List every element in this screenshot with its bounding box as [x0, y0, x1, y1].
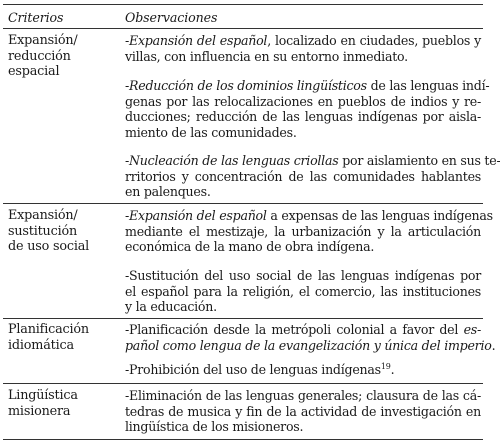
observation-line [125, 184, 481, 200]
observation-paragraph [125, 362, 481, 378]
italic-text: es- [463, 322, 481, 337]
footnote-ref: 19 [380, 361, 391, 371]
text: . [491, 337, 496, 353]
italic-text: -Nucleación de las lenguas criollas [125, 153, 339, 168]
criterion-cell [8, 388, 116, 419]
criterion-line: de uso social [8, 239, 90, 254]
italic-text: -Reducción de los dominios lingüísticos [125, 78, 367, 93]
observation-line [125, 49, 481, 65]
text: y la educación. [125, 299, 217, 314]
observation-paragraph [125, 208, 493, 255]
text: tedras de musica y fin de la actividad de investigación en [125, 403, 481, 419]
observation-line [125, 299, 481, 315]
text: a expensas de las lenguas indígenas [266, 208, 493, 223]
criterion-line: sustitución [8, 223, 78, 239]
text: . [390, 362, 395, 377]
text: -Planificación desde la metrópoli colonial a favor del [125, 322, 464, 337]
observation-line [125, 362, 481, 378]
text: de las lenguas indí- [366, 78, 490, 93]
observation-line [125, 388, 481, 404]
text: villas, con influencia en su entorno inmediato. [125, 48, 408, 64]
criterion-line: Expansión/ [8, 33, 78, 48]
text: rritorios y concentración de las comunidades hablantes [125, 168, 481, 184]
text: en palenques. [125, 184, 211, 199]
table-bottom-rule [3, 439, 483, 440]
observation-line [125, 284, 481, 300]
observation-line [125, 153, 500, 169]
observation-line [125, 94, 481, 110]
criterion-line: idiomática [8, 337, 74, 353]
criterion-cell [8, 208, 116, 255]
text: económica de la mano de obra indígena. [125, 239, 375, 254]
observation-line [125, 33, 481, 49]
criterion-line: Planificación [8, 322, 89, 337]
table-top-rule [3, 4, 483, 5]
observation-line [125, 208, 493, 224]
header-observaciones: Observaciones [125, 10, 218, 25]
criterion-line: reducción [8, 48, 71, 64]
text: miento de las comunidades. [125, 124, 297, 140]
observation-paragraph [125, 33, 481, 64]
observation-line [125, 109, 481, 125]
text: lingüística de los misioneros. [125, 419, 304, 434]
italic-text: pañol como lengua de la evangelización y única del imperio [125, 337, 492, 353]
observation-line [125, 404, 481, 420]
observation-line [125, 224, 481, 240]
text: , localizado en ciudades, pueblos y [267, 33, 481, 48]
text: genas por las relocalizaciones en pueblos de indios y re- [125, 93, 481, 109]
observation-line [125, 337, 496, 354]
observation-paragraph [125, 153, 500, 200]
observation-line [125, 322, 481, 338]
observation-line [125, 419, 481, 435]
criterion-cell [8, 33, 116, 80]
text: -Eliminación de las lenguas generales; clausura de las cá- [125, 388, 481, 403]
criterion-cell [8, 322, 116, 353]
criterion-line: Expansión/ [8, 208, 78, 223]
observation-line [125, 169, 481, 185]
row-rule [3, 318, 483, 319]
text: -Prohibición del uso de lenguas indígenas [125, 362, 381, 377]
row-rule [3, 383, 483, 384]
observation-line [125, 268, 481, 284]
observation-paragraph [125, 78, 490, 140]
header-rule [3, 28, 483, 29]
observation-paragraph [125, 268, 481, 315]
row-rule [3, 203, 483, 204]
criterion-line: espacial [8, 64, 60, 79]
italic-text: -Expansión del español [125, 33, 268, 48]
observation-line [125, 78, 490, 94]
observation-line [125, 125, 481, 141]
observation-paragraph [125, 388, 481, 435]
criterion-line: Lingüística [8, 388, 78, 403]
text: ducciones; reducción de las lenguas indígenas por aisla- [125, 109, 481, 124]
criterion-line: misionera [8, 403, 71, 419]
text: el español para la religión, el comercio, las instituciones [125, 283, 481, 299]
header-criterios: Criterios [8, 10, 64, 25]
text: -Sustitución del uso social de las lenguas indígenas por [125, 268, 481, 283]
observation-paragraph [125, 322, 496, 353]
observation-line [125, 239, 481, 255]
italic-text: -Expansión del español [125, 208, 267, 223]
text: mediante el mestizaje, la urbanización y la articulación [125, 223, 481, 239]
text: por aislamiento en sus te- [338, 153, 500, 168]
